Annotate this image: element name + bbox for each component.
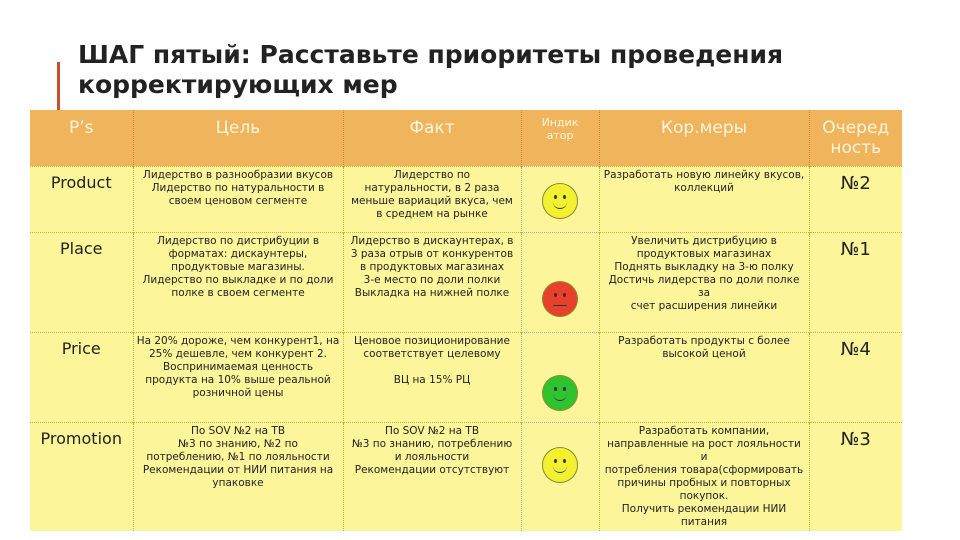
goal-line: форматах: дискаунтеры, [168,247,308,260]
cell-fact [343,332,521,422]
measures-line: питания [680,515,728,528]
header-priority-line-1: Очеред [822,118,890,138]
measures-line: Получить рекомендации НИИ [621,502,787,515]
yellow-smiley-icon [542,447,578,483]
measures-line: потребления товара(сформировать [604,463,804,476]
cell-goal [133,332,343,422]
cell-goal [133,232,343,332]
cell-indicator [521,166,599,232]
table-row [30,332,902,422]
fact-line: №3 по знанию, потреблению [351,437,513,450]
cell-goal [133,422,343,531]
cell-measures [599,166,809,232]
fact-line: 3-е место по доли полки [363,273,501,286]
header-priority-line-2: ность [830,138,882,158]
measures-line: продуктовых магазинах [636,247,772,260]
goal-line: потреблению, №1 по лояльности [146,450,330,463]
goal-line: полке в своем сегменте [171,286,305,299]
table-row [30,232,902,332]
row-p-label: Promotion [30,422,133,531]
fact-line [347,361,518,374]
fact-line: 3 раза отрыв от конкурентов [350,247,514,260]
cell-priority: №2 [809,166,902,232]
fact-line: меньше вариаций вкуса, чем [351,194,513,207]
row-p-label: Product [30,166,133,232]
slide-title-line-1: ШАГ пятый: Расставьте приоритеты проведения [78,40,784,69]
fact-line: По SOV №2 на ТВ [384,424,480,437]
goal-line: Рекомендации от НИИ питания на [142,463,334,476]
cell-indicator [521,232,599,332]
measures-line: коллекций [674,181,734,194]
table-row [30,422,902,531]
goal-line: своем ценовом сегменте [168,194,308,207]
fact-line: Лидерство по [393,168,471,181]
cell-indicator [521,422,599,531]
title-accent-line [57,62,60,110]
fact-line: Ценовое позиционирование [354,334,510,347]
red-smiley-icon [542,281,578,317]
measures-line: счет расширения линейки [630,299,778,312]
cell-priority: №3 [809,422,902,531]
goal-line: Лидерство по натуральности в [151,181,325,194]
fact-line: Лидерство в дискаунтерах, в [350,234,514,247]
cell-measures [599,332,809,422]
measures-line: направленные на рост лояльности и [607,437,801,463]
measures-line: Разработать компании, [638,424,770,437]
measures-line: Разработать продукты с более [618,334,790,347]
fact-line: в среднем на рынке [376,207,488,220]
cell-fact [343,232,521,332]
header-indicator-line-2: атор [546,129,574,142]
fact-line: ВЦ на 15% РЦ [393,373,471,386]
measures-line: причины пробных и повторных [617,476,791,489]
header-measures: Кор.меры [599,110,809,166]
fact-line: соответствует целевому [363,347,501,360]
goal-line: Воспринимаемая ценность [162,360,314,373]
cell-priority: №1 [809,232,902,332]
fact-line: и лояльности [394,450,470,463]
yellow-smiley-icon [542,183,578,219]
measures-line: Поднять выкладку на 3-ю полку [614,260,794,273]
slide-title-line-2: корректирующих мер [78,70,398,99]
goal-line: По SOV №2 на ТВ [190,424,286,437]
fact-line: Выкладка на нижней полке [354,286,510,299]
goal-line: Лидерство по выкладке и по доли [142,273,334,286]
cell-goal [133,166,343,232]
cell-priority: №4 [809,332,902,422]
cell-fact [343,166,521,232]
measures-line: Увеличить дистрибуцию в [631,234,777,247]
row-p-label: Place [30,232,133,332]
goal-line: Лидерство по дистрибуции в [156,234,320,247]
header-indicator-line-1: Индик [541,116,579,129]
table-header-row [30,110,902,166]
goal-line: На 20% дороже, чем конкурент1, на [136,334,340,347]
goal-line: розничной цены [192,386,284,399]
measures-line: покупок. [679,489,729,502]
goal-line: продуктовые магазины. [171,260,305,273]
goal-line: упаковке [212,476,264,489]
fact-line: Рекомендации отсутствуют [354,463,510,476]
table-row [30,166,902,232]
goal-line: №3 по знанию, №2 по [178,437,298,450]
measures-line: Достичь лидерства по доли полке за [608,273,800,299]
cell-measures [599,232,809,332]
goal-line: 25% дешевле, чем конкурент 2. [148,347,328,360]
green-smiley-icon [542,375,578,411]
goal-line: продукта на 10% выше реальной [145,373,331,386]
row-p-label: Price [30,332,133,422]
header-fact: Факт [343,110,521,166]
header-ps: P’s [30,110,133,166]
measures-line: Разработать новую линейку вкусов, [603,168,805,181]
header-goal: Цель [133,110,343,166]
slide-title [78,40,938,100]
cell-measures [599,422,809,531]
fact-line: в продуктовых магазинах [359,260,505,273]
fact-line: натуральности, в 2 раза [364,181,500,194]
goal-line: Лидерство в разнообразии вкусов [142,168,334,181]
header-priority [809,110,902,166]
measures-line: высокой ценой [662,347,746,360]
cell-fact [343,422,521,531]
priorities-table [30,110,902,531]
cell-indicator [521,332,599,422]
header-indicator [521,110,599,166]
